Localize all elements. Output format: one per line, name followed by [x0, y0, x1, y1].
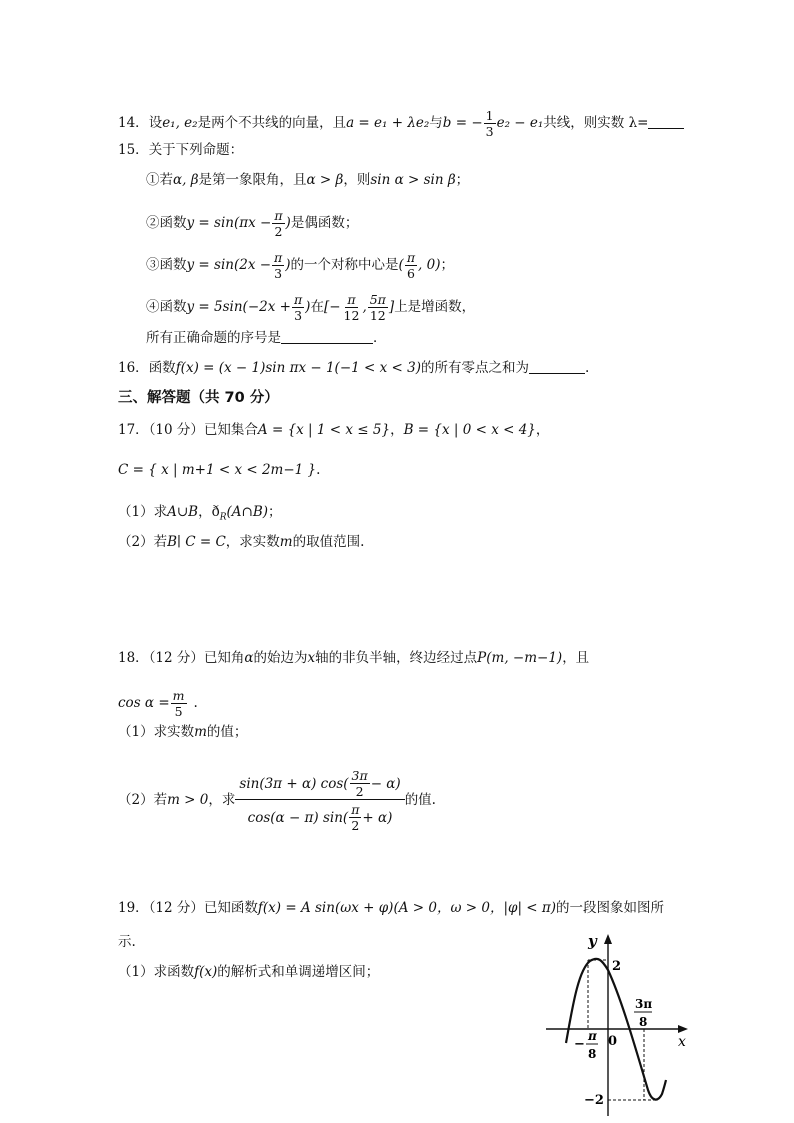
fraction: $\frac{\pi}{12}$	[343, 292, 360, 323]
math: )	[285, 215, 291, 231]
q15-item-2	[146, 208, 358, 239]
q16	[118, 358, 589, 378]
question-number: 16．	[118, 360, 149, 376]
math: f(x)	[194, 964, 218, 980]
text: ；	[455, 172, 470, 188]
q17-sub-2	[118, 532, 364, 552]
text: ，	[198, 504, 212, 520]
math: ]	[388, 299, 395, 315]
fraction: $\frac{m}{5}$	[172, 688, 185, 719]
question-number: 19．	[118, 900, 149, 916]
math: )	[305, 299, 311, 315]
text: ，求	[208, 792, 236, 808]
y-axis-label: y	[588, 932, 597, 950]
left-tick-sign: −	[574, 1037, 585, 1052]
math: ，|φ| < π)	[489, 900, 557, 916]
big-fraction-numerator: sin(3π + α) cos( $\frac{3\pi}{2}$ − α)	[235, 768, 404, 800]
point-p: P(m, −m−1)	[477, 650, 563, 666]
text: ，则	[343, 172, 371, 188]
text: 所有正确命题的序号是	[146, 330, 281, 346]
text: （1）求	[118, 504, 168, 520]
q18	[118, 648, 589, 668]
text: 的一个对称中心是	[290, 257, 399, 273]
text: 已知集合	[203, 422, 258, 438]
x-axis-label: x	[678, 1034, 686, 1050]
vector-b-expr: e₂ − e₁	[496, 115, 544, 131]
math: ,	[362, 299, 367, 315]
text: （1）求函数	[118, 964, 195, 980]
q15-item-4	[146, 292, 475, 323]
text: （2）若	[118, 792, 168, 808]
text: ．	[373, 330, 387, 346]
text: 的所有零点之和为	[420, 360, 529, 376]
math: f(x) = (x − 1)sin πx − 1(−1 < x < 3)	[175, 360, 421, 376]
text: 的值.	[404, 792, 436, 808]
text: 的取值范围.	[292, 534, 365, 550]
math: α	[244, 650, 254, 666]
math: y = 5sin(−2x +	[186, 299, 291, 315]
text: .	[584, 360, 590, 376]
question-number: 15．	[118, 142, 149, 158]
math: (A > 0	[393, 900, 437, 916]
question-number: 18．	[118, 650, 149, 666]
text: 示.	[118, 934, 136, 950]
answer-blank[interactable]	[529, 361, 585, 374]
text: .	[316, 462, 321, 478]
math: A∪B	[167, 504, 199, 520]
q17-set-c	[118, 460, 320, 480]
q17	[118, 420, 549, 440]
text: （1）求实数	[118, 724, 195, 740]
q15-text: 关于下列命题：	[148, 142, 244, 158]
text: .	[193, 695, 198, 711]
math: R	[219, 512, 227, 523]
vector-b-expr: b = −	[442, 115, 483, 131]
q19-sub-1	[118, 962, 379, 982]
score: （10 分）	[148, 422, 204, 438]
set-b: B = {x | 0 < x < 4}	[403, 422, 536, 438]
text: 是偶函数；	[290, 215, 359, 231]
answer-blank[interactable]	[281, 331, 373, 344]
text: 上是增函数，	[394, 299, 476, 315]
math: , 0)	[418, 257, 441, 273]
text: ②函数	[146, 215, 187, 231]
math: x	[307, 650, 316, 666]
question-number: 17．	[118, 422, 149, 438]
score: （12 分）	[148, 900, 204, 916]
text: ①若	[146, 172, 173, 188]
fraction: $\frac{\pi}{2}$	[274, 208, 283, 239]
score: （12 分）	[148, 650, 204, 666]
q18-cos	[118, 688, 198, 719]
q18-sub-2	[118, 768, 436, 833]
math: )	[285, 257, 291, 273]
math: α, β	[173, 172, 199, 188]
text: ，且	[562, 650, 590, 666]
q14-text: 设	[148, 115, 163, 131]
q14-text: 与	[429, 115, 443, 131]
math: m	[279, 534, 293, 550]
fraction: $\frac{\pi}{3}$	[274, 250, 283, 281]
math: (	[398, 257, 404, 273]
math: [−	[323, 299, 341, 315]
text: ；	[440, 257, 454, 273]
q14-text: 是两个不共线的向量，且	[197, 115, 347, 131]
math: m	[194, 724, 207, 740]
text: 已知函数	[203, 900, 258, 916]
text: ③函数	[146, 257, 187, 273]
q14-text: 共线，则实数 λ=	[543, 115, 649, 131]
vector-expr: e₁, e₂	[162, 115, 198, 131]
math: B∣ C = C	[167, 534, 226, 550]
q18-sub-1	[118, 722, 247, 742]
set-c: C = { x | m+1 < x < 2m−1 }	[118, 462, 317, 478]
text: 轴的非负半轴，终边经过点	[315, 650, 478, 666]
math: y = sin(πx −	[186, 215, 272, 231]
math: f(x) = A sin(ωx + φ)	[257, 900, 394, 916]
text: 在	[310, 299, 324, 315]
text: ，求实数	[225, 534, 280, 550]
q19	[118, 898, 664, 918]
set-a: A = {x | 1 < x ≤ 5}	[257, 422, 391, 438]
vector-a-expr: a = e₁ + λe₂	[346, 115, 430, 131]
fraction: $\frac{\pi}{3}$	[293, 292, 303, 323]
q15-ask	[146, 328, 387, 348]
ymin-label: −2	[584, 1093, 604, 1108]
text: 的一段图象如图所	[556, 900, 665, 916]
math: (A∩B)	[226, 504, 269, 520]
section-title: 三、解答题（共 70 分）	[118, 390, 279, 406]
x-axis-arrow	[678, 1025, 688, 1033]
math: α > β	[306, 172, 344, 188]
text: 函数	[148, 360, 176, 376]
text: ④函数	[146, 299, 187, 315]
fraction: $\frac{\pi}{6}$	[406, 250, 416, 281]
fraction: $\frac{5\pi}{12}$	[369, 292, 386, 323]
text: 的值；	[206, 724, 248, 740]
big-fraction	[235, 768, 404, 833]
math: y = sin(2x −	[186, 257, 272, 273]
right-tick-den: 8	[639, 1015, 648, 1029]
q14	[118, 108, 684, 139]
text: （2）若	[118, 534, 168, 550]
text: ，	[535, 422, 550, 438]
q15-intro	[118, 140, 243, 160]
math: cos α =	[118, 695, 170, 711]
left-tick-den: 8	[588, 1047, 597, 1061]
math: sin α > sin β	[370, 172, 456, 188]
answer-blank[interactable]	[648, 116, 684, 129]
complement-symbol: ð	[211, 504, 220, 520]
text: 的解析式和单调递增区间；	[217, 964, 380, 980]
text: 是第一象限角，且	[198, 172, 307, 188]
q15-item-3	[146, 250, 454, 281]
q17-sub-1	[118, 502, 282, 528]
math: m > 0	[167, 792, 209, 808]
text: 已知角	[203, 650, 245, 666]
fraction: $\frac{1}{3}$	[485, 108, 494, 139]
origin-label: 0	[608, 1034, 618, 1049]
function-graph	[540, 930, 700, 1120]
big-fraction-denominator: cos(α − π) sin( $\frac{\pi}{2}$ + α)	[247, 802, 393, 833]
ymax-label: 2	[612, 959, 622, 974]
text: ，	[390, 422, 404, 438]
text: 的始边为	[253, 650, 308, 666]
left-tick-num: π	[588, 1029, 597, 1043]
math: ，ω > 0	[436, 900, 490, 916]
question-number: 14．	[118, 115, 149, 131]
right-tick-num: 3π	[635, 997, 653, 1011]
q15-item-1	[146, 170, 469, 190]
text: ；	[268, 504, 282, 520]
q19-cont	[118, 932, 136, 952]
y-axis-arrow	[604, 934, 612, 944]
